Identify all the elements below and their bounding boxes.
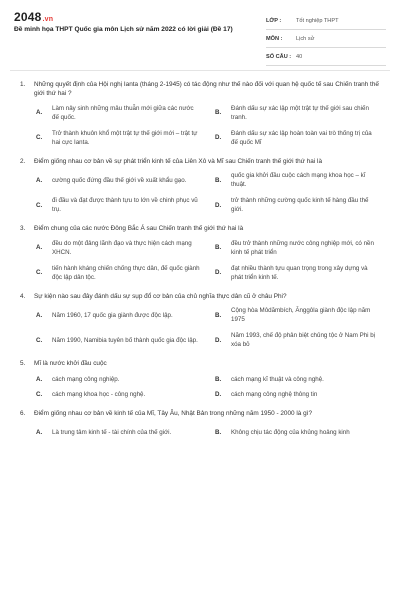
option-text: Không chịu tác động của khủng hoảng kinh: [231, 429, 350, 437]
option-text: trở thành những cường quốc kinh tế hàng đầu thế giới.: [231, 197, 369, 214]
answer-option-a[interactable]: [36, 172, 207, 190]
meta-row-class: [266, 12, 386, 30]
answer-option-b[interactable]: [215, 425, 386, 443]
answer-options: [20, 240, 386, 283]
answer-option-d[interactable]: [215, 332, 386, 350]
option-text: tiến hành kháng chiến chống thực dân, đế quốc giành độc lập dân tộc.: [52, 264, 200, 281]
option-text: Năm 1960, 17 quốc gia giành được độc lập.: [52, 311, 173, 319]
option-letter: C.: [36, 269, 43, 277]
answer-option-b[interactable]: [215, 240, 386, 258]
question-list: [20, 80, 386, 452]
answer-option-c[interactable]: [36, 332, 207, 350]
logo-text: 2048: [14, 10, 42, 24]
question-5: [20, 359, 386, 400]
option-letter: D.: [215, 390, 222, 398]
meta-row-subject: [266, 30, 386, 48]
option-text: Năm 1993, chế độ phân biệt chủng tộc ở Nam Phi bị xóa bỏ: [231, 332, 376, 349]
option-letter: D.: [215, 201, 222, 209]
answer-option-a[interactable]: [36, 240, 207, 258]
question-stem: [20, 157, 386, 166]
answer-option-a[interactable]: [36, 425, 207, 443]
answer-options: [20, 425, 386, 443]
question-4: [20, 292, 386, 350]
question-text: Mĩ là nước khởi đầu cuộc: [34, 360, 107, 368]
option-text: cách mạng công nghệ thông tin: [231, 390, 318, 398]
option-letter: A.: [36, 176, 43, 184]
question-text: Điểm chung của các nước Đông Bắc Á sau Chiến tranh thế giới thứ hai là: [34, 225, 244, 233]
option-letter: C.: [36, 201, 43, 209]
question-stem: [20, 359, 386, 368]
option-letter: B.: [215, 311, 222, 319]
option-letter: C.: [36, 336, 43, 344]
option-text: Trở thành khuôn khổ một trật tự thế giới mới – trật tự hai cực Ianta.: [52, 130, 198, 146]
option-letter: A.: [36, 375, 43, 383]
meta-value: 40: [296, 53, 303, 60]
logo-suffix: .vn: [42, 16, 54, 23]
meta-label: SỐ CÂU :: [266, 53, 292, 60]
answer-option-a[interactable]: [36, 105, 207, 123]
answer-option-c[interactable]: [36, 130, 207, 148]
site-logo[interactable]: [14, 10, 53, 24]
option-text: cách mạng khoa học - công nghệ.: [52, 390, 146, 398]
question-number: 3.: [20, 225, 26, 233]
option-text: Đánh dấu sự xác lập một trật tự thế giới sau chiến tranh.: [231, 105, 369, 121]
option-letter: D.: [215, 134, 222, 142]
answer-option-c[interactable]: [36, 197, 207, 215]
question-1: [20, 80, 386, 148]
option-letter: A.: [36, 429, 43, 437]
answer-options: [20, 374, 386, 400]
meta-label: MÔN :: [266, 35, 283, 42]
document-title: Đề minh họa THPT Quốc gia môn Lịch sử năm 2022 có lời giải (Đề 17): [14, 26, 233, 33]
option-text: cách mạng công nghiệp.: [52, 375, 120, 383]
option-letter: B.: [215, 109, 222, 117]
meta-label: LỚP :: [266, 17, 282, 24]
option-letter: A.: [36, 109, 43, 117]
document-header: [14, 8, 386, 62]
option-text: Đánh dấu sự xác lập hoàn toàn vai trò thống trị của đế quốc Mĩ: [231, 130, 372, 146]
question-number: 2.: [20, 157, 26, 165]
question-stem: [20, 292, 386, 301]
answer-option-b[interactable]: [215, 172, 386, 190]
answer-option-a[interactable]: [36, 374, 207, 385]
question-stem: [20, 224, 386, 233]
answer-option-c[interactable]: [36, 389, 207, 400]
option-letter: D.: [215, 269, 222, 277]
option-letter: D.: [215, 336, 222, 344]
answer-option-d[interactable]: [215, 130, 386, 148]
question-text: Điểm giống nhau cơ bản về sự phát triển kinh tế của Liên Xô và Mĩ sau Chiến tranh thế giới thứ hai là: [34, 157, 322, 165]
answer-option-b[interactable]: [215, 105, 386, 123]
question-number: 1.: [20, 81, 26, 88]
meta-value: Lịch sử: [296, 35, 315, 42]
option-text: đạt nhiều thành tựu quan trọng trong xây dựng và phát triển kinh tế.: [231, 264, 368, 281]
option-text: quốc gia khởi đầu cuộc cách mạng khoa học – kĩ thuật.: [231, 172, 366, 189]
option-text: đều do một đảng lãnh đạo và thực hiện cách mạng XHCN.: [52, 239, 192, 256]
option-text: Cộng hòa Môdămbích, Ănggôla giành độc lập năm 1975: [231, 307, 371, 324]
option-letter: B.: [215, 375, 222, 383]
answer-options: [20, 307, 386, 350]
answer-option-b[interactable]: [215, 374, 386, 385]
option-text: Là trung tâm kinh tế - tài chính của thế giới.: [52, 429, 172, 437]
meta-value: Tốt nghiệp THPT: [296, 17, 339, 24]
option-letter: A.: [36, 244, 43, 252]
header-divider: [10, 70, 390, 71]
option-letter: C.: [36, 390, 43, 398]
answer-options: [20, 172, 386, 215]
answer-option-d[interactable]: [215, 197, 386, 215]
option-text: cách mạng kĩ thuật và công nghệ.: [231, 375, 324, 383]
answer-option-a[interactable]: [36, 307, 207, 325]
question-text: Sự kiện nào sau đây đánh dấu sự sụp đổ cơ bản của chủ nghĩa thực dân cũ ở châu Phi?: [34, 292, 287, 300]
option-letter: B.: [215, 429, 222, 437]
option-text: Năm 1990, Namibia tuyên bố thành quốc gia độc lập.: [52, 336, 198, 344]
option-text: đi đầu và đạt được thành tựu to lớn về chinh phục vũ trụ.: [52, 197, 198, 214]
question-stem: [20, 80, 386, 99]
question-3: [20, 224, 386, 282]
question-text: Điểm giống nhau cơ bản về kinh tế của Mĩ, Tây Âu, Nhật Bản trong những năm 1950 - 2000 là gì?: [34, 410, 312, 418]
answer-option-d[interactable]: [215, 265, 386, 283]
question-number: 4.: [20, 292, 26, 300]
option-text: Làm nảy sinh những mâu thuẫn mới giữa các nước đế quốc.: [52, 105, 194, 121]
question-number: 6.: [20, 410, 26, 418]
option-letter: C.: [36, 134, 43, 142]
meta-row-question-count: [266, 48, 386, 66]
option-letter: A.: [36, 311, 43, 319]
document-meta: [266, 12, 386, 66]
option-text: đều trở thành những nước công nghiệp mới, có nền kinh tế phát triển: [231, 239, 374, 256]
question-2: [20, 157, 386, 215]
question-6: [20, 409, 386, 442]
question-stem: [20, 409, 386, 418]
answer-options: [20, 105, 386, 148]
option-text: cường quốc đứng đầu thế giới về xuất khẩu gạo.: [52, 176, 187, 184]
answer-option-d[interactable]: [215, 389, 386, 400]
option-letter: B.: [215, 176, 222, 184]
question-number: 5.: [20, 360, 26, 368]
option-letter: B.: [215, 244, 222, 252]
question-text: Những quyết định của Hội nghị Ianta (tháng 2-1945) có tác động như thế nào đối với quan hệ quốc tế sau Chiến tranh thế giới thứ hai ?: [34, 81, 379, 98]
answer-option-b[interactable]: [215, 307, 386, 325]
answer-option-c[interactable]: [36, 265, 207, 283]
